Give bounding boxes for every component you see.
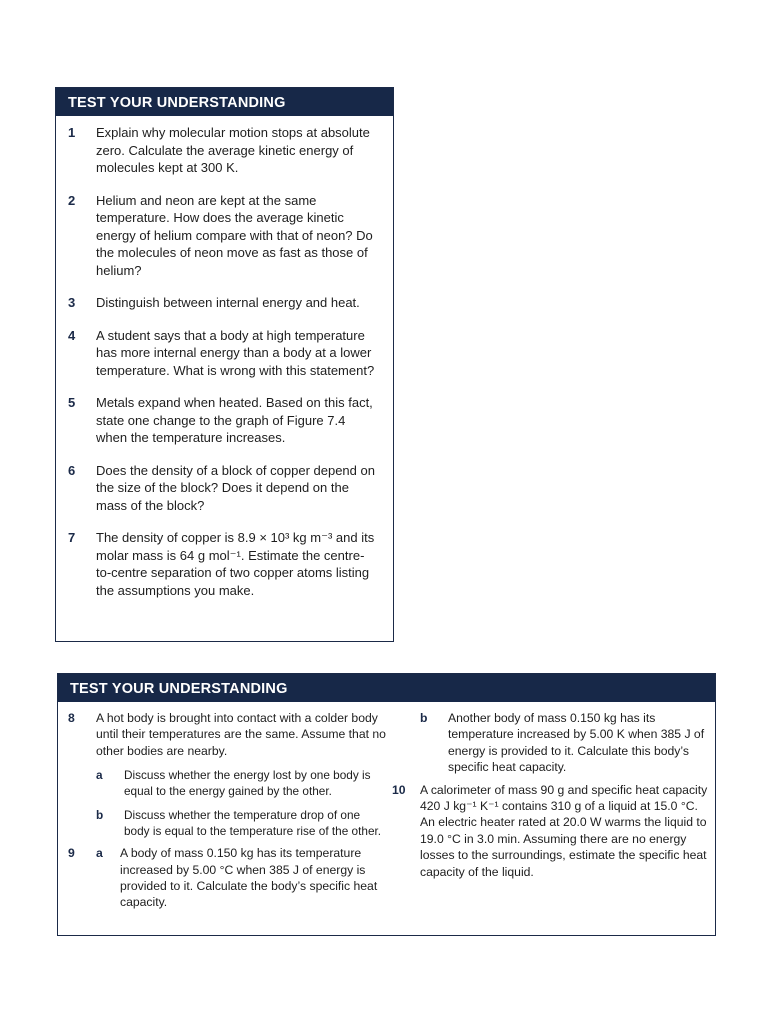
question-4 <box>68 327 383 380</box>
question-number: 1 <box>68 125 76 140</box>
subpart-text: Another body of mass 0.150 kg has its temperature increased by 5.00 K when 385 J of energy is provided to it. Calculate this body’s specific heat capacity. <box>448 711 705 775</box>
question-8b <box>96 807 388 839</box>
question-text: The density of copper is 8.9 × 10³ kg m⁻³ and its molar mass is 64 g mol⁻¹. Estimate the centre-to-centre separation of two copper atoms listing the assumptions you make. <box>96 530 375 598</box>
question-text: Does the density of a block of copper depend on the size of the block? Does it depend on the mass of the block? <box>96 462 375 513</box>
question-8a <box>96 767 388 799</box>
question-text: A calorimeter of mass 90 g and specific heat capacity 420 J kg⁻¹ K⁻¹ contains 310 g of a liquid at 15.0 °C. An electric heater rated at 20.0 W warms the liquid to 19.0 °C in 3.0 min. Assuming there are no energy losses to the surroundings, estimate the specific heat capacity of the liquid. <box>420 782 708 879</box>
question-6 <box>68 462 383 515</box>
box-2-right-column <box>392 710 710 880</box>
question-number: 7 <box>68 530 76 545</box>
question-1 <box>68 124 383 177</box>
box-1-title: TEST YOUR UNDERSTANDING <box>56 88 393 116</box>
question-number: 4 <box>68 327 76 343</box>
question-9a <box>68 845 388 911</box>
box-2-title: TEST YOUR UNDERSTANDING <box>58 674 715 702</box>
question-number: 6 <box>68 462 76 478</box>
question-3 <box>68 294 383 312</box>
question-5 <box>68 394 383 447</box>
subpart-text: Discuss whether the energy lost by one body is equal to the energy gained by the other. <box>124 768 371 799</box>
question-9b <box>392 710 710 776</box>
question-number: 10 <box>392 782 406 797</box>
question-2 <box>68 192 383 280</box>
question-number: 8 <box>68 711 75 725</box>
question-text: Distinguish between internal energy and heat. <box>96 295 360 310</box>
box-1-question-list <box>68 124 383 614</box>
question-number: 2 <box>68 192 76 208</box>
subpart-text: Discuss whether the temperature drop of one body is equal to the temperature rise of the other. <box>124 808 382 839</box>
test-understanding-box-1 <box>55 87 394 642</box>
test-understanding-box-2 <box>57 673 716 936</box>
question-text: Explain why molecular motion stops at absolute zero. Calculate the average kinetic energy of molecules kept at 300 K. <box>96 125 370 175</box>
subpart-label: a <box>96 846 103 861</box>
question-number: 9 <box>68 846 75 861</box>
question-text: Metals expand when heated. Based on this fact, state one change to the graph of Figure 7.4 when the temperature increases. <box>96 395 373 445</box>
subpart-text: A body of mass 0.150 kg has its temperature increased by 5.00 °C when 385 J of energy is provided to it. Calculate the body’s specific heat capacity. <box>120 846 378 910</box>
question-text: A student says that a body at high temperature has more internal energy than a body at a lower temperature. What is wrong with this statement? <box>96 327 375 378</box>
question-text: Helium and neon are kept at the same temperature. How does the average kinetic energy of helium compare with that of neon? Do the molecules of neon move as fast as those of helium? <box>96 192 373 278</box>
subpart-label: b <box>96 808 104 823</box>
question-number: 5 <box>68 395 76 410</box>
question-8 <box>68 710 388 839</box>
box-2-left-column <box>68 710 388 911</box>
question-7 <box>68 529 383 599</box>
subpart-label: b <box>420 711 428 725</box>
question-10 <box>392 782 710 880</box>
subpart-label: a <box>96 768 103 783</box>
question-text: A hot body is brought into contact with a colder body until their temperatures are the same. Assume that no other bodies are nearby. <box>96 711 386 758</box>
question-number: 3 <box>68 295 76 310</box>
